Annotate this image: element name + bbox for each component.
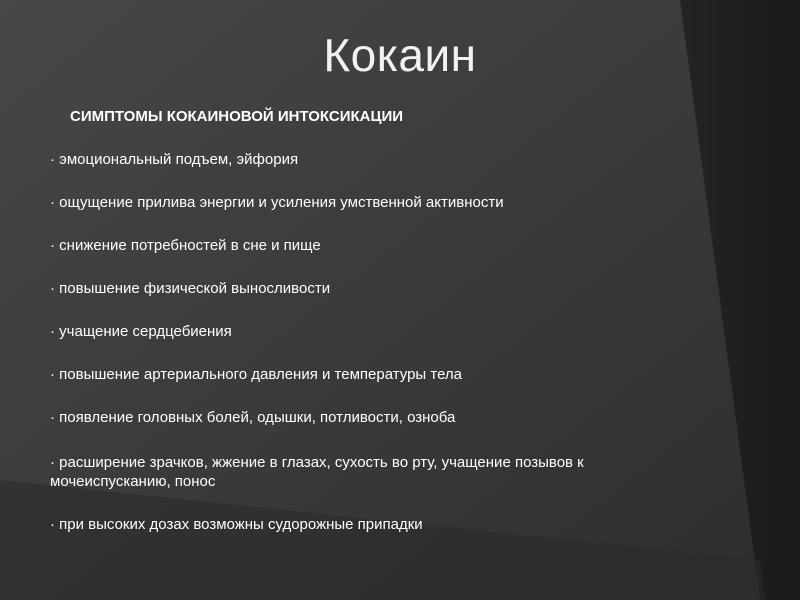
list-item: · учащение сердцебиения	[50, 323, 232, 340]
list-item: · повышение артериального давления и температуры тела	[50, 366, 463, 383]
list-item: · расширение зрачков, жжение в глазах, сухость во рту, учащение позывов к мочеиспусканию, понос	[50, 454, 584, 490]
list-item: · повышение физической выносливости	[50, 280, 331, 297]
slide-title: Кокаин	[323, 29, 477, 81]
list-item: · эмоциональный подъем, эйфория	[50, 151, 299, 168]
list-item: · при высоких дозах возможны судорожные припадки	[50, 516, 423, 533]
list-item: · появление головных болей, одышки, потливости, озноба	[50, 409, 456, 426]
list-item: · ощущение прилива энергии и усиления умственной активности	[50, 194, 504, 211]
slide-subtitle: СИМПТОМЫ КОКАИНОВОЙ ИНТОКСИКАЦИИ	[70, 108, 404, 125]
list-item: · снижение потребностей в сне и пище	[50, 237, 321, 254]
